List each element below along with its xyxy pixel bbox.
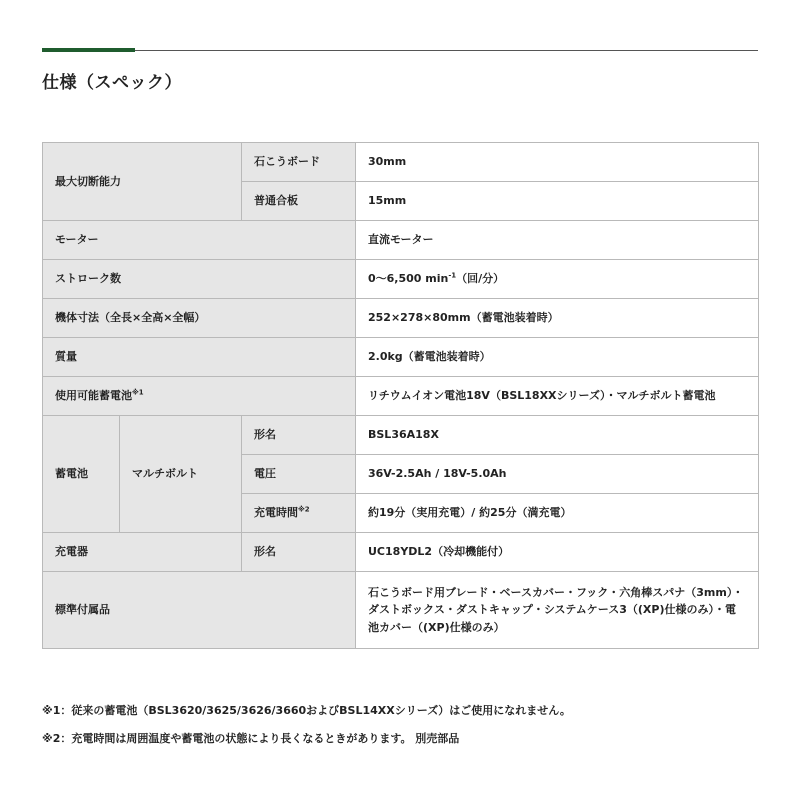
- table-row: [43, 338, 759, 377]
- battery-voltage-label: 電圧: [242, 455, 356, 494]
- battery-model-label: 形名: [242, 416, 356, 455]
- motor-label: モーター: [43, 221, 356, 260]
- weight-value: 2.0kg（蓄電池装着時）: [356, 338, 759, 377]
- header-accent-bar: [42, 48, 135, 52]
- battery-label: 蓄電池: [43, 416, 120, 533]
- weight-label: 質量: [43, 338, 356, 377]
- usable-battery-label: [43, 377, 356, 416]
- accessories-label: 標準付属品: [43, 572, 356, 649]
- table-row: [43, 377, 759, 416]
- stroke-value-unit: （回/分）: [456, 272, 505, 286]
- footnote-2: ※2：充電時間は周囲温度や蓄電池の状態により長くなるときがあります。 別売部品: [42, 732, 460, 745]
- motor-value: 直流モーター: [356, 221, 759, 260]
- footnote-1: ※1：従来の蓄電池（BSL3620/3625/3626/3660およびBSL14XXシリーズ）はご使用になれません。: [42, 704, 571, 717]
- charger-model-value: UC18YDL2（冷却機能付）: [356, 533, 759, 572]
- spec-table: [42, 142, 759, 649]
- table-row: [43, 299, 759, 338]
- plywood-value: 15mm: [356, 182, 759, 221]
- footnote-ref-2: ※2: [298, 505, 310, 514]
- gypsum-board-label: 石こうボード: [242, 143, 356, 182]
- table-row: [43, 143, 759, 182]
- page-title: 仕様（スペック）: [42, 73, 182, 93]
- table-row: [43, 533, 759, 572]
- battery-model-value: BSL36A18X: [356, 416, 759, 455]
- dimensions-value: 252×278×80mm（蓄電池装着時）: [356, 299, 759, 338]
- table-row: [43, 221, 759, 260]
- table-row: [43, 260, 759, 299]
- footnotes: [42, 702, 571, 758]
- table-row: [43, 416, 759, 455]
- battery-type: マルチボルト: [120, 416, 242, 533]
- charge-time-value: 約19分（実用充電）/ 約25分（満充電）: [356, 494, 759, 533]
- charge-time-label: [242, 494, 356, 533]
- usable-battery-label-text: 使用可能蓄電池: [55, 389, 132, 403]
- charger-model-label: 形名: [242, 533, 356, 572]
- footnote-ref-1: ※1: [132, 388, 144, 397]
- plywood-label: 普通合板: [242, 182, 356, 221]
- stroke-value-exponent: -1: [448, 271, 457, 280]
- stroke-value-main: 0～6,500 min: [368, 272, 449, 286]
- cutting-capacity-label: 最大切断能力: [43, 143, 242, 221]
- dimensions-label: 機体寸法（全長×全高×全幅）: [43, 299, 356, 338]
- charger-label: 充電器: [43, 533, 242, 572]
- accessories-value: 石こうボード用ブレード・ベースカバー・フック・六角棒スパナ（3mm）・ダストボックス・ダストキャップ・システムケース3（(XP)仕様のみ）・電池カバー（(XP)仕様のみ）: [356, 572, 759, 649]
- gypsum-board-value: 30mm: [356, 143, 759, 182]
- header-rule: [42, 50, 758, 51]
- usable-battery-value: リチウムイオン電池18V（BSL18XXシリーズ）・マルチボルト蓄電池: [356, 377, 759, 416]
- charge-time-label-text: 充電時間: [254, 506, 298, 520]
- stroke-label: ストローク数: [43, 260, 356, 299]
- stroke-value: [356, 260, 759, 299]
- table-row: [43, 572, 759, 649]
- battery-voltage-value: 36V-2.5Ah / 18V-5.0Ah: [356, 455, 759, 494]
